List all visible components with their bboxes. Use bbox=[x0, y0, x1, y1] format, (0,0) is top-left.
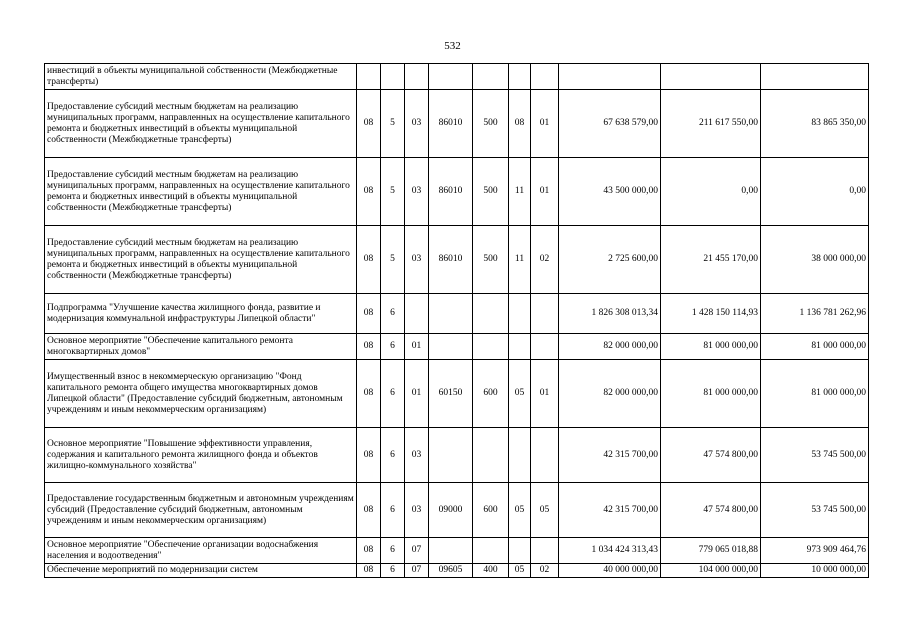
row-name: Основное мероприятие "Обеспечение капитального ремонта многоквартирных домов" bbox=[45, 334, 357, 360]
row-name: Основное мероприятие "Обеспечение организации водоснабжения населения и водоотведения" bbox=[45, 538, 357, 564]
code-subprogram: 01 bbox=[405, 334, 429, 360]
row-name: Предоставление государственным бюджетным и автономным учреждениям субсидий (Предоставление субсидий бюджетным, автономным учреждениям и иным некоммерческим организациям) bbox=[45, 483, 357, 538]
code-division: 05 bbox=[509, 360, 531, 428]
code-subdivision: 01 bbox=[531, 360, 559, 428]
code-section bbox=[357, 64, 381, 90]
code-direction: 60150 bbox=[429, 360, 473, 428]
code-direction bbox=[429, 294, 473, 334]
code-division bbox=[509, 538, 531, 564]
table-row bbox=[45, 564, 869, 578]
code-division: 05 bbox=[509, 483, 531, 538]
code-division: 11 bbox=[509, 158, 531, 226]
code-subprogram: 03 bbox=[405, 226, 429, 294]
amount-year-1: 43 500 000,00 bbox=[559, 158, 661, 226]
amount-year-3: 83 865 350,00 bbox=[761, 90, 869, 158]
amount-year-3: 53 745 500,00 bbox=[761, 483, 869, 538]
amount-year-1: 1 034 424 313,43 bbox=[559, 538, 661, 564]
code-section: 08 bbox=[357, 538, 381, 564]
amount-year-3: 1 136 781 262,96 bbox=[761, 294, 869, 334]
code-expense-type bbox=[473, 334, 509, 360]
amount-year-1: 2 725 600,00 bbox=[559, 226, 661, 294]
amount-year-2: 21 455 170,00 bbox=[661, 226, 761, 294]
code-subprogram: 03 bbox=[405, 483, 429, 538]
code-expense-type: 600 bbox=[473, 483, 509, 538]
code-expense-type bbox=[473, 294, 509, 334]
row-name: Основное мероприятие "Повышение эффективности управления, содержания и капитального ремонта жилищного фонда и объектов жилищно-коммунального хозяйства" bbox=[45, 428, 357, 483]
code-division: 11 bbox=[509, 226, 531, 294]
code-subprogram: 03 bbox=[405, 428, 429, 483]
row-name: Предоставление субсидий местным бюджетам на реализацию муниципальных программ, направленных на осуществление капитального ремонта и бюджетных инвестиций в объекты муниципальной собственности (Межбюджетные трансферты) bbox=[45, 226, 357, 294]
code-section: 08 bbox=[357, 360, 381, 428]
code-program: 6 bbox=[381, 538, 405, 564]
amount-year-1: 1 826 308 013,34 bbox=[559, 294, 661, 334]
code-direction bbox=[429, 538, 473, 564]
code-section: 08 bbox=[357, 428, 381, 483]
code-subdivision: 02 bbox=[531, 226, 559, 294]
code-program: 5 bbox=[381, 90, 405, 158]
amount-year-1: 42 315 700,00 bbox=[559, 428, 661, 483]
code-subdivision: 01 bbox=[531, 90, 559, 158]
code-direction bbox=[429, 64, 473, 90]
amount-year-2: 104 000 000,00 bbox=[661, 564, 761, 578]
code-division bbox=[509, 64, 531, 90]
code-subprogram: 07 bbox=[405, 564, 429, 578]
code-subdivision: 05 bbox=[531, 483, 559, 538]
code-program: 6 bbox=[381, 334, 405, 360]
amount-year-2: 779 065 018,88 bbox=[661, 538, 761, 564]
row-name: Обеспечение мероприятий по модернизации систем bbox=[45, 564, 357, 578]
code-subprogram bbox=[405, 64, 429, 90]
amount-year-2: 81 000 000,00 bbox=[661, 360, 761, 428]
amount-year-1: 82 000 000,00 bbox=[559, 334, 661, 360]
code-subdivision bbox=[531, 428, 559, 483]
code-direction: 86010 bbox=[429, 226, 473, 294]
code-direction: 09605 bbox=[429, 564, 473, 578]
code-section: 08 bbox=[357, 564, 381, 578]
code-program: 5 bbox=[381, 158, 405, 226]
table-row bbox=[45, 360, 869, 428]
code-division bbox=[509, 294, 531, 334]
amount-year-2: 1 428 150 114,93 bbox=[661, 294, 761, 334]
code-subdivision bbox=[531, 64, 559, 90]
code-direction: 86010 bbox=[429, 158, 473, 226]
code-direction: 09000 bbox=[429, 483, 473, 538]
code-expense-type: 400 bbox=[473, 564, 509, 578]
code-expense-type: 500 bbox=[473, 90, 509, 158]
amount-year-3: 38 000 000,00 bbox=[761, 226, 869, 294]
code-expense-type bbox=[473, 538, 509, 564]
code-section: 08 bbox=[357, 90, 381, 158]
code-subdivision: 01 bbox=[531, 158, 559, 226]
row-name: инвестиций в объекты муниципальной собственности (Межбюджетные трансферты) bbox=[45, 64, 357, 90]
amount-year-3: 0,00 bbox=[761, 158, 869, 226]
amount-year-2: 211 617 550,00 bbox=[661, 90, 761, 158]
code-expense-type: 500 bbox=[473, 158, 509, 226]
amount-year-2: 81 000 000,00 bbox=[661, 334, 761, 360]
code-program: 5 bbox=[381, 226, 405, 294]
code-section: 08 bbox=[357, 483, 381, 538]
code-subprogram: 03 bbox=[405, 158, 429, 226]
code-subdivision bbox=[531, 334, 559, 360]
code-subprogram: 01 bbox=[405, 360, 429, 428]
budget-table bbox=[44, 63, 869, 578]
table-row bbox=[45, 428, 869, 483]
code-direction: 86010 bbox=[429, 90, 473, 158]
amount-year-3: 81 000 000,00 bbox=[761, 334, 869, 360]
code-division bbox=[509, 428, 531, 483]
code-program: 6 bbox=[381, 564, 405, 578]
amount-year-3: 81 000 000,00 bbox=[761, 360, 869, 428]
code-division bbox=[509, 334, 531, 360]
table-row bbox=[45, 294, 869, 334]
table-row bbox=[45, 483, 869, 538]
code-program: 6 bbox=[381, 294, 405, 334]
table-row bbox=[45, 158, 869, 226]
code-expense-type bbox=[473, 64, 509, 90]
table-row bbox=[45, 226, 869, 294]
amount-year-3: 10 000 000,00 bbox=[761, 564, 869, 578]
table-row bbox=[45, 334, 869, 360]
amount-year-2 bbox=[661, 64, 761, 90]
code-section: 08 bbox=[357, 226, 381, 294]
amount-year-2: 47 574 800,00 bbox=[661, 483, 761, 538]
code-direction bbox=[429, 428, 473, 483]
amount-year-1: 67 638 579,00 bbox=[559, 90, 661, 158]
row-name: Имущественный взнос в некоммерческую организацию "Фонд капитального ремонта общего имущества многоквартирных домов Липецкой области" (Предоставление субсидий бюджетным, автономным учреждениям и иным некоммерческим организациям) bbox=[45, 360, 357, 428]
code-program bbox=[381, 64, 405, 90]
row-name: Предоставление субсидий местным бюджетам на реализацию муниципальных программ, направленных на осуществление капитального ремонта и бюджетных инвестиций в объекты муниципальной собственности (Межбюджетные трансферты) bbox=[45, 158, 357, 226]
amount-year-2: 0,00 bbox=[661, 158, 761, 226]
table-row bbox=[45, 538, 869, 564]
code-subdivision: 02 bbox=[531, 564, 559, 578]
code-expense-type bbox=[473, 428, 509, 483]
table-row bbox=[45, 64, 869, 90]
code-subdivision bbox=[531, 294, 559, 334]
row-name: Подпрограмма "Улучшение качества жилищного фонда, развитие и модернизация коммунальной инфраструктуры Липецкой области" bbox=[45, 294, 357, 334]
code-expense-type: 600 bbox=[473, 360, 509, 428]
code-subprogram: 03 bbox=[405, 90, 429, 158]
code-division: 08 bbox=[509, 90, 531, 158]
amount-year-3: 973 909 464,76 bbox=[761, 538, 869, 564]
code-subprogram: 07 bbox=[405, 538, 429, 564]
code-section: 08 bbox=[357, 158, 381, 226]
amount-year-1 bbox=[559, 64, 661, 90]
amount-year-3: 53 745 500,00 bbox=[761, 428, 869, 483]
row-name: Предоставление субсидий местным бюджетам на реализацию муниципальных программ, направленных на осуществление капитального ремонта и бюджетных инвестиций в объекты муниципальной собственности (Межбюджетные трансферты) bbox=[45, 90, 357, 158]
code-program: 6 bbox=[381, 428, 405, 483]
amount-year-1: 82 000 000,00 bbox=[559, 360, 661, 428]
table-row bbox=[45, 90, 869, 158]
code-subprogram bbox=[405, 294, 429, 334]
code-program: 6 bbox=[381, 483, 405, 538]
code-section: 08 bbox=[357, 294, 381, 334]
code-expense-type: 500 bbox=[473, 226, 509, 294]
code-program: 6 bbox=[381, 360, 405, 428]
code-section: 08 bbox=[357, 334, 381, 360]
code-direction bbox=[429, 334, 473, 360]
code-division: 05 bbox=[509, 564, 531, 578]
amount-year-1: 42 315 700,00 bbox=[559, 483, 661, 538]
amount-year-1: 40 000 000,00 bbox=[559, 564, 661, 578]
amount-year-3 bbox=[761, 64, 869, 90]
table-body bbox=[45, 64, 869, 578]
page-number: 532 bbox=[444, 40, 461, 52]
amount-year-2: 47 574 800,00 bbox=[661, 428, 761, 483]
code-subdivision bbox=[531, 538, 559, 564]
